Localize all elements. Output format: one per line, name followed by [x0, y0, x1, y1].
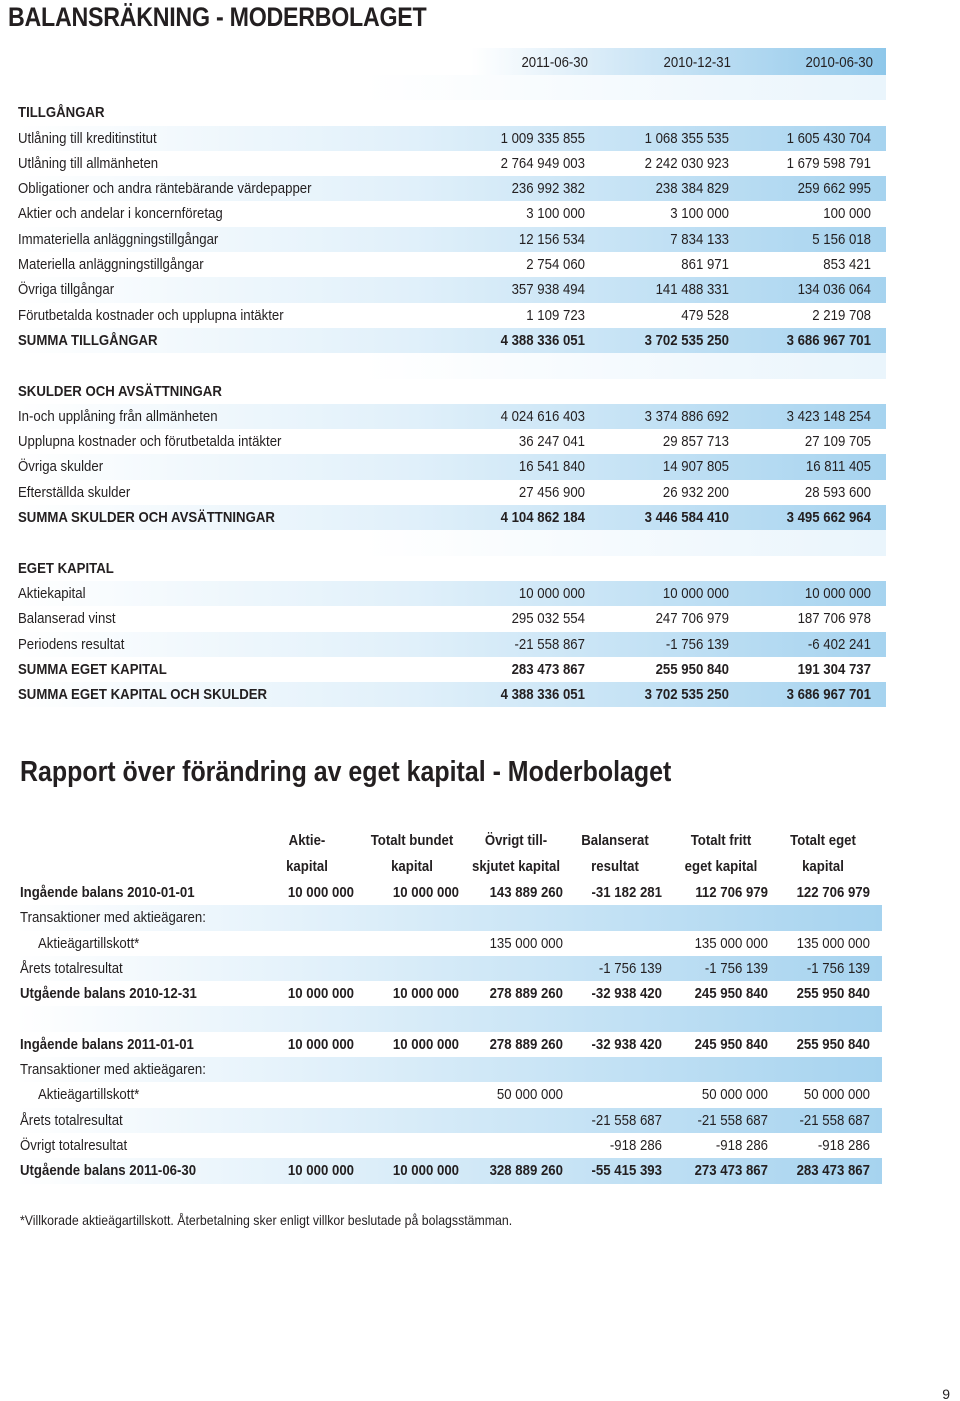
column-header-line2: skjutet kapital	[472, 858, 561, 875]
table-row	[16, 956, 882, 981]
table-row	[16, 1006, 882, 1031]
row-label: SUMMA TILLGÅNGAR	[18, 331, 158, 349]
row-value: 3 495 662 964	[786, 509, 871, 527]
row-value: 278 889 260	[489, 1035, 563, 1053]
row-value: 245 950 840	[694, 985, 768, 1003]
table-row	[16, 880, 882, 905]
table-row	[16, 404, 886, 429]
row-value: 28 593 600	[804, 483, 871, 501]
row-value: 4 024 616 403	[500, 407, 585, 425]
row-value: -6 402 241	[807, 635, 871, 653]
row-value: 3 100 000	[526, 205, 585, 223]
row-label: Aktiekapital	[18, 584, 86, 602]
table-row	[16, 1057, 882, 1082]
section-heading: TILLGÅNGAR	[18, 104, 105, 122]
table-row	[16, 277, 886, 302]
spacer-row	[16, 530, 886, 555]
balance-sheet-header	[471, 48, 886, 75]
column-header	[565, 828, 665, 880]
row-label: SUMMA EGET KAPITAL OCH SKULDER	[18, 686, 268, 704]
column-header-line1: Totalt bundet	[370, 832, 454, 849]
row-value: 4 388 336 051	[500, 331, 585, 349]
row-value: 278 889 260	[489, 985, 563, 1003]
table-row	[16, 126, 886, 151]
row-label: Utgående balans 2011-06-30	[20, 1162, 197, 1180]
column-header-line2: kapital	[391, 858, 433, 875]
column-header-line1: Aktie-	[288, 832, 326, 849]
row-label: Balanserad vinst	[18, 610, 116, 628]
row-value: 10 000 000	[518, 584, 585, 602]
row-label: Periodens resultat	[18, 635, 125, 653]
row-value: -1 756 139	[806, 959, 870, 977]
row-label: Ingående balans 2011-01-01	[20, 1035, 194, 1053]
row-value: 2 754 060	[526, 256, 585, 274]
row-value: 135 000 000	[489, 934, 563, 952]
table-row	[16, 151, 886, 176]
row-label: Transaktioner med aktieägaren:	[20, 909, 206, 927]
table-row	[16, 581, 886, 606]
section-heading-row	[16, 379, 886, 404]
row-value: 255 950 840	[796, 985, 870, 1003]
row-value: 1 009 335 855	[500, 129, 585, 147]
row-value: 479 528	[681, 306, 729, 324]
column-header	[466, 828, 566, 880]
row-value: -21 558 687	[697, 1111, 768, 1129]
table-row	[16, 606, 886, 631]
row-value: 3 686 967 701	[786, 686, 871, 704]
equity-report-body	[16, 880, 882, 1184]
row-label: Aktieägartillskott*	[38, 1086, 140, 1104]
row-value: 10 000 000	[662, 584, 729, 602]
row-label: Materiella anläggningstillgångar	[18, 256, 204, 274]
table-row	[16, 1032, 882, 1057]
row-value: 3 374 886 692	[644, 407, 729, 425]
footnote: *Villkorade aktieägartillskott. Återbetalning sker enligt villkor beslutade på bolagsstämman.	[20, 1212, 513, 1228]
row-label: Utlåning till kreditinstitut	[18, 129, 157, 147]
row-value: -21 558 687	[799, 1111, 870, 1129]
row-value: 3 100 000	[670, 205, 729, 223]
row-label: Utlåning till allmänheten	[18, 154, 159, 172]
row-value: -918 286	[817, 1136, 870, 1154]
table-row	[16, 931, 882, 956]
row-value: 4 388 336 051	[500, 686, 585, 704]
row-value: 247 706 979	[655, 610, 729, 628]
row-label: Aktier och andelar i koncernföretag	[18, 205, 223, 223]
row-value: 143 889 260	[489, 884, 563, 901]
row-label: Utgående balans 2010-12-31	[20, 985, 197, 1003]
row-value: 255 950 840	[796, 1035, 870, 1053]
row-value: -31 182 281	[591, 884, 662, 901]
section-heading: EGET KAPITAL	[18, 559, 114, 577]
column-header	[362, 828, 462, 880]
row-value: 16 811 405	[805, 458, 871, 476]
row-value: 141 488 331	[655, 281, 729, 299]
section-heading-row	[16, 100, 886, 125]
row-value: 191 304 737	[797, 660, 871, 678]
row-value: 50 000 000	[496, 1086, 563, 1104]
row-label: Övriga tillgångar	[18, 281, 115, 299]
row-value: 357 938 494	[511, 281, 585, 299]
equity-report-header	[16, 828, 882, 880]
spacer-row	[16, 353, 886, 378]
row-value: 10 000 000	[287, 1035, 354, 1053]
row-value: 26 932 200	[662, 483, 729, 501]
row-value: 4 104 862 184	[500, 509, 585, 527]
row-value: 10 000 000	[804, 584, 871, 602]
row-value: -55 415 393	[591, 1162, 662, 1180]
table-row	[16, 480, 886, 505]
row-value: 236 992 382	[511, 180, 585, 198]
equity-report-table	[16, 828, 882, 1184]
row-value: -918 286	[609, 1136, 662, 1154]
column-header	[773, 828, 873, 880]
table-row	[16, 227, 886, 252]
table-row	[16, 1133, 882, 1158]
row-value: 36 247 041	[518, 433, 585, 451]
row-value: 122 706 979	[796, 884, 870, 901]
row-value: -1 756 139	[598, 959, 662, 977]
row-value: 2 764 949 003	[500, 154, 585, 172]
table-row	[16, 429, 886, 454]
row-label: Förutbetalda kostnader och upplupna intäkter	[18, 306, 284, 324]
column-header-line2: kapital	[286, 858, 328, 875]
row-value: 245 950 840	[694, 1035, 768, 1053]
table-row	[16, 201, 886, 226]
row-value: 328 889 260	[489, 1162, 563, 1180]
row-value: 10 000 000	[392, 985, 459, 1003]
column-header	[257, 828, 357, 880]
row-value: 10 000 000	[392, 1162, 459, 1180]
table-row	[16, 1158, 882, 1183]
row-value: 283 473 867	[511, 660, 585, 678]
row-value: 134 036 064	[797, 281, 871, 299]
row-value: 259 662 995	[797, 180, 871, 198]
row-value: 10 000 000	[287, 884, 354, 901]
row-value: -1 756 139	[665, 635, 729, 653]
row-label: Övriga skulder	[18, 458, 104, 476]
row-value: 3 702 535 250	[644, 331, 729, 349]
row-value: 295 032 554	[511, 610, 585, 628]
row-value: 112 706 979	[695, 884, 768, 901]
row-value: -1 756 139	[704, 959, 768, 977]
spacer-row	[16, 75, 886, 100]
row-value: 187 706 978	[797, 610, 871, 628]
table-row	[16, 252, 886, 277]
column-header-line1: Övrigt till-	[484, 832, 548, 849]
row-label: Transaktioner med aktieägaren:	[20, 1061, 206, 1079]
table-row	[16, 505, 886, 530]
table-row	[16, 328, 886, 353]
row-value: 3 423 148 254	[786, 407, 871, 425]
row-value: 16 541 840	[518, 458, 585, 476]
row-value: 2 242 030 923	[644, 154, 729, 172]
section-heading-row	[16, 556, 886, 581]
table-row	[16, 905, 882, 930]
column-header-line2: resultat	[591, 858, 639, 875]
column-header	[671, 828, 771, 880]
column-header-line1: Totalt fritt	[690, 832, 752, 849]
row-value: 1 068 355 535	[644, 129, 729, 147]
column-header: 2010-06-30	[805, 54, 873, 71]
row-value: -32 938 420	[591, 1035, 662, 1053]
row-value: 50 000 000	[701, 1086, 768, 1104]
row-value: 1 605 430 704	[786, 129, 871, 147]
row-value: 3 686 967 701	[786, 331, 871, 349]
balance-sheet-body	[16, 75, 886, 707]
row-value: 273 473 867	[694, 1162, 768, 1180]
column-header: 2011-06-30	[521, 54, 588, 71]
table-row	[16, 682, 886, 707]
equity-report-title: Rapport över förändring av eget kapital - Moderbolaget	[20, 756, 672, 788]
row-label: Övrigt totalresultat	[20, 1136, 128, 1154]
row-value: 12 156 534	[518, 230, 585, 248]
row-label: Ingående balans 2010-01-01	[20, 884, 195, 901]
row-value: -32 938 420	[591, 985, 662, 1003]
table-row	[16, 176, 886, 201]
table-row	[16, 454, 886, 479]
row-label: Obligationer och andra räntebärande värdepapper	[18, 180, 312, 198]
row-label: SUMMA SKULDER OCH AVSÄTTNINGAR	[18, 509, 275, 527]
row-value: -21 558 687	[591, 1111, 662, 1129]
row-value: 27 109 705	[804, 433, 871, 451]
row-value: 135 000 000	[694, 934, 768, 952]
row-value: 5 156 018	[812, 230, 871, 248]
row-label: Efterställda skulder	[18, 483, 131, 501]
column-header-line2: kapital	[802, 858, 844, 875]
row-value: 1 679 598 791	[786, 154, 871, 172]
row-label: Aktieägartillskott*	[38, 934, 140, 952]
row-label: In-och upplåning från allmänheten	[18, 407, 218, 425]
page-title: BALANSRÄKNING - MODERBOLAGET	[8, 2, 427, 32]
row-value: 10 000 000	[392, 1035, 459, 1053]
row-value: 853 421	[823, 256, 871, 274]
row-value: 7 834 133	[670, 230, 729, 248]
row-value: 14 907 805	[662, 458, 729, 476]
row-value: 10 000 000	[287, 1162, 354, 1180]
row-value: 135 000 000	[796, 934, 870, 952]
row-label: Årets totalresultat	[20, 1111, 123, 1129]
row-label: Upplupna kostnader och förutbetalda intäkter	[18, 433, 282, 451]
row-value: 238 384 829	[655, 180, 729, 198]
table-row	[16, 1082, 882, 1107]
row-value: 27 456 900	[518, 483, 585, 501]
row-value: 10 000 000	[287, 985, 354, 1003]
column-header-line1: Totalt eget	[790, 832, 856, 849]
row-value: 1 109 723	[526, 306, 585, 324]
section-heading: SKULDER OCH AVSÄTTNINGAR	[18, 382, 222, 400]
table-row	[16, 303, 886, 328]
table-row	[16, 632, 886, 657]
row-value: 100 000	[823, 205, 871, 223]
row-label: SUMMA EGET KAPITAL	[18, 660, 167, 678]
row-label: Årets totalresultat	[20, 959, 123, 977]
column-header-line2: eget kapital	[684, 858, 758, 875]
row-label: Immateriella anläggningstillgångar	[18, 230, 219, 248]
row-value: 10 000 000	[392, 884, 459, 901]
column-header: 2010-12-31	[663, 54, 731, 71]
table-row	[16, 657, 886, 682]
row-value: 50 000 000	[803, 1086, 870, 1104]
row-value: 29 857 713	[662, 433, 729, 451]
row-value: 255 950 840	[655, 660, 729, 678]
row-value: 2 219 708	[812, 306, 871, 324]
page-number: 9	[942, 1386, 950, 1401]
column-header-line1: Balanserat	[581, 832, 649, 849]
row-value: -918 286	[715, 1136, 768, 1154]
table-row	[16, 981, 882, 1006]
row-value: 283 473 867	[796, 1162, 870, 1180]
table-row	[16, 1108, 882, 1133]
row-value: 3 446 584 410	[644, 509, 729, 527]
row-value: 861 971	[681, 256, 729, 274]
row-value: -21 558 867	[514, 635, 585, 653]
row-value: 3 702 535 250	[644, 686, 729, 704]
